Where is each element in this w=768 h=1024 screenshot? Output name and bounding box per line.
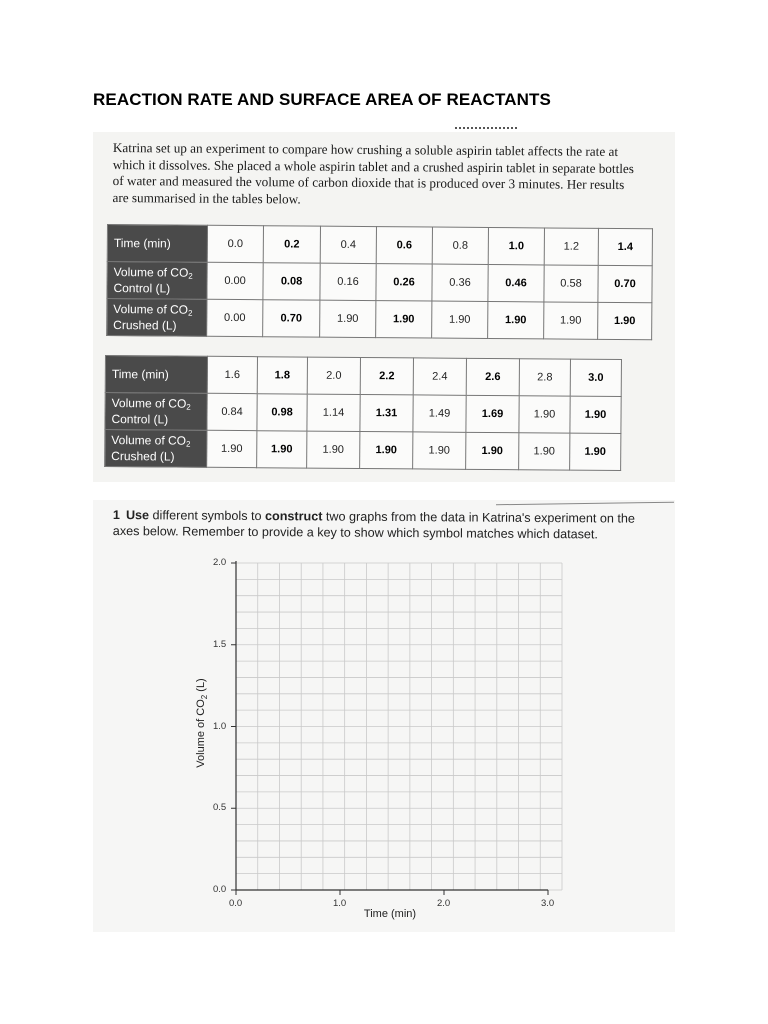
x-tick-label: 3.0 xyxy=(541,898,555,909)
table-cell: 1.90 xyxy=(488,301,544,338)
table-cell: 1.69 xyxy=(466,395,519,432)
table-cell: 3.0 xyxy=(570,359,621,396)
table-cell: 0.26 xyxy=(376,264,432,301)
table-cell: 0.58 xyxy=(544,265,598,302)
page-title: REACTION RATE AND SURFACE AREA OF REACTANTS xyxy=(93,90,551,109)
table-cell: 1.90 xyxy=(466,432,519,469)
table-cell: 0.4 xyxy=(320,226,376,263)
table-cell: 1.90 xyxy=(519,433,570,470)
x-axis-label: Time (min) xyxy=(363,908,417,920)
x-tick-label: 0.0 xyxy=(229,898,243,909)
table-cell: 0.70 xyxy=(598,265,652,302)
y-tick-label: 0.5 xyxy=(213,802,227,814)
table-cell: 2.4 xyxy=(413,358,466,395)
question-number: 1 xyxy=(112,508,121,523)
y-tick-label: 0.0 xyxy=(213,884,227,895)
table-cell: 2.0 xyxy=(307,357,360,394)
table-cell: 0.00 xyxy=(207,262,263,299)
table-cell: 1.90 xyxy=(413,432,466,469)
table-cell: 0.6 xyxy=(376,227,432,264)
table-cell: 1.90 xyxy=(207,430,257,467)
row-header: Time (min) xyxy=(107,225,207,263)
table-cell: 2.8 xyxy=(519,359,570,396)
table-cell: 0.8 xyxy=(432,227,488,264)
table-cell: 0.36 xyxy=(432,264,488,301)
table-cell: 0.70 xyxy=(263,300,320,337)
table-cell: 0.98 xyxy=(257,394,307,431)
table-cell: 1.90 xyxy=(570,396,621,433)
table-cell: 1.90 xyxy=(598,302,652,339)
x-tick-label: 1.0 xyxy=(333,898,347,909)
row-header: Volume of $CO_2$ Crushed (L) xyxy=(105,430,207,468)
table-cell: 0.0 xyxy=(207,225,263,262)
table-cell: 1.90 xyxy=(320,300,376,337)
table-cell: 1.90 xyxy=(570,433,621,470)
table-cell: 1.31 xyxy=(360,395,413,432)
table-cell: 0.00 xyxy=(207,299,263,336)
table-cell: 1.90 xyxy=(432,301,488,338)
table-cell: 0.2 xyxy=(263,226,320,263)
table-cell: 1.90 xyxy=(257,431,307,468)
row-header: Volume of $CO_2$ Control (L) xyxy=(107,262,207,300)
table-cell: 1.90 xyxy=(360,432,413,469)
table-cell: 1.6 xyxy=(207,356,257,393)
y-tick-label: 1.5 xyxy=(213,638,227,650)
intro-paragraph: Katrina set up an experiment to compare how crushing a soluble aspirin tablet affects the rate at which it dissolves. She placed a whole aspirin tablet and a crushed aspirin tablet in separate bottles of water and measured the volume of carbon dioxide that is produced over 3 minutes. Her results are summarised in the tables below. xyxy=(112,140,634,207)
table-cell: 1.90 xyxy=(307,431,360,468)
table-cell: 0.16 xyxy=(320,263,376,300)
y-tick-label: 2.0 xyxy=(213,557,227,568)
table-cell: 1.90 xyxy=(519,396,570,433)
question-keyword-construct: construct xyxy=(264,509,323,524)
question-text-part2: two graphs from the data in Katrina's experiment on the axes below. Remember to provide a key to show which symbol matches which dataset. xyxy=(112,509,636,541)
row-header: Volume of $CO_2$ Control (L) xyxy=(105,393,207,431)
table-cell: 1.90 xyxy=(376,301,432,338)
table-cell: 1.90 xyxy=(544,302,598,339)
table-cell: 1.0 xyxy=(488,227,544,264)
question-text-part1: different symbols to xyxy=(149,508,266,524)
table-cell: 0.46 xyxy=(488,264,544,301)
table-cell: 2.6 xyxy=(466,358,519,395)
y-tick-label: 1.0 xyxy=(213,720,227,732)
table-cell: 1.49 xyxy=(413,395,466,432)
x-tick-label: 2.0 xyxy=(437,898,451,909)
table-cell: 2.2 xyxy=(360,358,413,395)
table-cell: 1.4 xyxy=(598,228,652,265)
row-header: Volume of $CO_2$ Crushed (L) xyxy=(107,299,207,337)
table-cell: 1.8 xyxy=(257,357,307,394)
row-header: Time (min) xyxy=(105,356,207,394)
table-cell: 1.2 xyxy=(544,228,598,265)
table-cell: 1.14 xyxy=(307,394,360,431)
question-keyword-use: Use xyxy=(125,508,150,523)
table-cell: 0.84 xyxy=(207,393,257,430)
y-axis-label: Volume of $CO_2$ (L) xyxy=(195,678,210,768)
table-cell: 0.08 xyxy=(263,263,320,300)
